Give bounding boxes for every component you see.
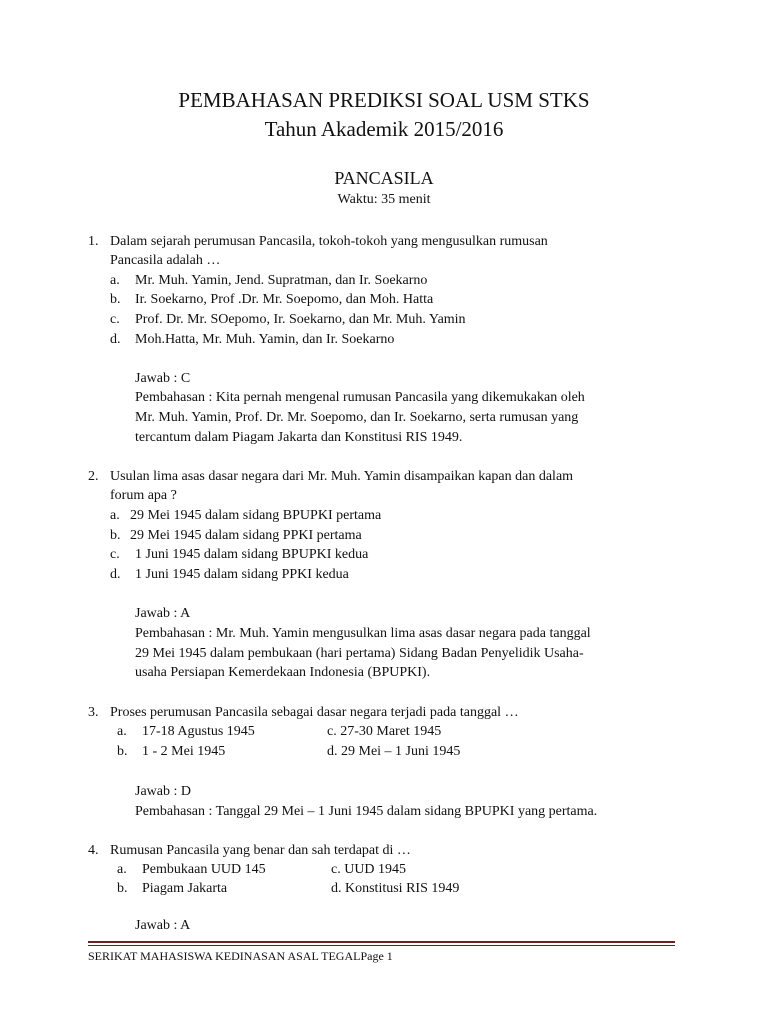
option-letter: d. xyxy=(110,332,121,347)
subject-heading: PANCASILA xyxy=(334,168,434,188)
option-text: Pembukaan UUD 145 xyxy=(142,862,266,877)
option-letter: c. xyxy=(110,312,120,327)
answer: Jawab : A xyxy=(135,606,191,621)
question-text: forum apa ? xyxy=(110,488,177,503)
question-number: 4. xyxy=(88,843,99,858)
explanation-line: 29 Mei 1945 dalam pembukaan (hari pertama) Sidang Badan Penyelidik Usaha- xyxy=(135,646,584,661)
answer: Jawab : C xyxy=(135,371,191,386)
question-number: 2. xyxy=(88,469,99,484)
option-letter: b. xyxy=(110,528,121,543)
explanation-line: tercantum dalam Piagam Jakarta dan Konstitusi RIS 1949. xyxy=(135,430,463,445)
footer-divider xyxy=(88,941,675,943)
option-letter: b. xyxy=(110,292,121,307)
time-limit: Waktu: 35 menit xyxy=(337,192,431,207)
footer-divider-thin xyxy=(88,945,675,946)
explanation-line: usaha Persiapan Kemerdekaan Indonesia (BPUPKI). xyxy=(135,665,431,680)
option-letter: a. xyxy=(117,862,127,877)
option-text: Moh.Hatta, Mr. Muh. Yamin, dan Ir. Soekarno xyxy=(135,332,395,347)
option-letter: a. xyxy=(117,724,127,739)
option-letter: b. xyxy=(117,744,128,759)
footer xyxy=(88,949,393,964)
question-number: 1. xyxy=(88,234,99,249)
question-number: 3. xyxy=(88,705,99,720)
option-letter: a. xyxy=(110,508,120,523)
option-text: 1 Juni 1945 dalam sidang PPKI kedua xyxy=(135,567,349,582)
explanation-line: Mr. Muh. Yamin, Prof. Dr. Mr. Soepomo, dan Ir. Soekarno, serta rumusan yang xyxy=(135,410,579,425)
option-letter: a. xyxy=(110,273,120,288)
option-text: 29 Mei 1945 dalam sidang PPKI pertama xyxy=(130,528,362,543)
answer: Jawab : A xyxy=(135,918,191,933)
option-d: d. Konstitusi RIS 1949 xyxy=(331,881,460,896)
option-d: d. 29 Mei – 1 Juni 1945 xyxy=(327,744,461,759)
option-text: Ir. Soekarno, Prof .Dr. Mr. Soepomo, dan Moh. Hatta xyxy=(135,292,434,307)
answer: Jawab : D xyxy=(135,784,191,799)
explanation-line: Pembahasan : Kita pernah mengenal rumusan Pancasila yang dikemukakan oleh xyxy=(135,390,585,405)
option-text: 29 Mei 1945 dalam sidang BPUPKI pertama xyxy=(130,508,382,523)
explanation-line: Pembahasan : Tanggal 29 Mei – 1 Juni 1945 dalam sidang BPUPKI yang pertama. xyxy=(135,804,598,819)
document-title: PEMBAHASAN PREDIKSI SOAL USM STKS xyxy=(178,88,590,112)
option-text: 1 - 2 Mei 1945 xyxy=(142,744,226,759)
document-subtitle: Tahun Akademik 2015/2016 xyxy=(264,117,504,141)
footer-text: SERIKAT MAHASISWA KEDINASAN ASAL TEGAL xyxy=(88,949,361,963)
page-number: Page 1 xyxy=(360,949,393,963)
option-c: c. 27-30 Maret 1945 xyxy=(327,724,442,739)
question-text: Dalam sejarah perumusan Pancasila, tokoh-tokoh yang mengusulkan rumusan xyxy=(110,234,548,249)
option-letter: b. xyxy=(117,881,128,896)
option-text: Prof. Dr. Mr. SOepomo, Ir. Soekarno, dan Mr. Muh. Yamin xyxy=(135,312,466,327)
option-text: Mr. Muh. Yamin, Jend. Supratman, dan Ir. Soekarno xyxy=(135,273,428,288)
question-text: Pancasila adalah … xyxy=(110,253,221,268)
option-text: 1 Juni 1945 dalam sidang BPUPKI kedua xyxy=(135,547,369,562)
question-text: Proses perumusan Pancasila sebagai dasar negara terjadi pada tanggal … xyxy=(110,705,519,720)
explanation-line: Pembahasan : Mr. Muh. Yamin mengusulkan lima asas dasar negara pada tanggal xyxy=(135,626,591,641)
option-text: Piagam Jakarta xyxy=(142,881,228,896)
option-letter: d. xyxy=(110,567,121,582)
option-text: 17-18 Agustus 1945 xyxy=(142,724,255,739)
question-text: Usulan lima asas dasar negara dari Mr. Muh. Yamin disampaikan kapan dan dalam xyxy=(110,469,574,484)
option-c: c. UUD 1945 xyxy=(331,862,407,877)
option-letter: c. xyxy=(110,547,120,562)
question-text: Rumusan Pancasila yang benar dan sah terdapat di … xyxy=(110,843,411,858)
